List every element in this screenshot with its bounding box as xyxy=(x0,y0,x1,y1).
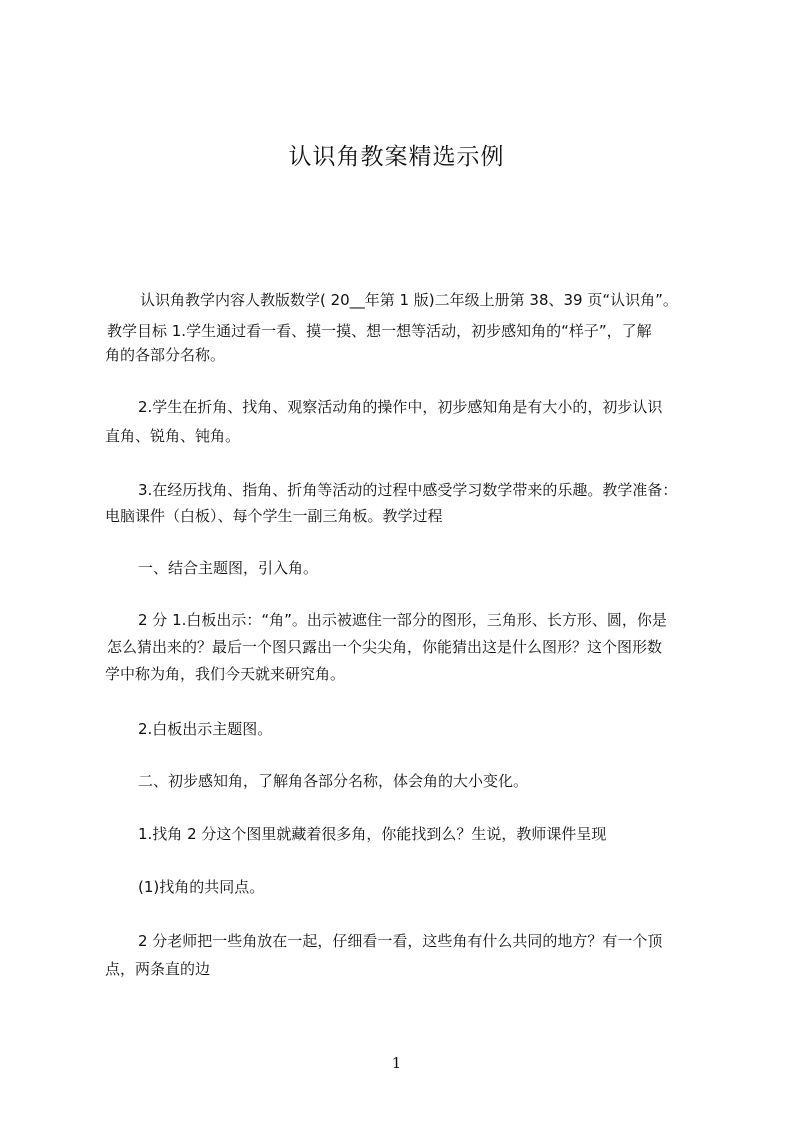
paragraph-line: 学中称为角，我们今天就来研究角。 xyxy=(105,665,346,683)
paragraph-line: 2 分 1.白板出示：“角”。出示被遮住一部分的图形，三角形、长方形、圆，你是 xyxy=(138,611,667,629)
section-heading: 二、初步感知角，了解角各部分名称，体会角的大小变化。 xyxy=(138,772,529,790)
paragraph-line: 2.白板出示主题图。 xyxy=(138,720,273,738)
section-heading: 一、结合主题图，引入角。 xyxy=(138,559,319,577)
paragraph-line: 角的各部分名称。 xyxy=(105,346,226,364)
paragraph-line: 直角、锐角、钝角。 xyxy=(105,427,241,445)
paragraph-line: 2.学生在折角、找角、观察活动角的操作中，初步感知角是有大小的，初步认识 xyxy=(138,398,663,416)
paragraph-line: (1)找角的共同点。 xyxy=(138,878,265,896)
paragraph-line: 教学目标 1.学生通过看一看、摸一摸、想一想等活动，初步感知角的“样子”，了解 xyxy=(107,322,652,340)
paragraph-line: 怎么猜出来的？最后一个图只露出一个尖尖角，你能猜出这是什么图形？这个图形数 xyxy=(107,638,663,656)
paragraph-line: 1.找角 2 分这个图里就藏着很多角，你能找到么？生说，教师课件呈现 xyxy=(138,825,607,843)
paragraph-line: 2 分老师把一些角放在一起，仔细看一看，这些角有什么共同的地方？有一个顶 xyxy=(138,932,663,950)
paragraph-line: 点，两条直的边 xyxy=(105,960,211,978)
paragraph-line: 3.在经历找角、指角、折角等活动的过程中感受学习数学带来的乐趣。教学准备： xyxy=(138,481,678,499)
page-number: 1 xyxy=(391,1054,402,1072)
paragraph-line: 认识角教学内容人教版数学( 20__年第 1 版)二年级上册第 38、39 页“认识角”。 xyxy=(140,291,678,309)
paragraph-line: 电脑课件（白板）、每个学生一副三角板。教学过程 xyxy=(105,507,443,525)
document-title: 认识角教案精选示例 xyxy=(288,144,505,170)
